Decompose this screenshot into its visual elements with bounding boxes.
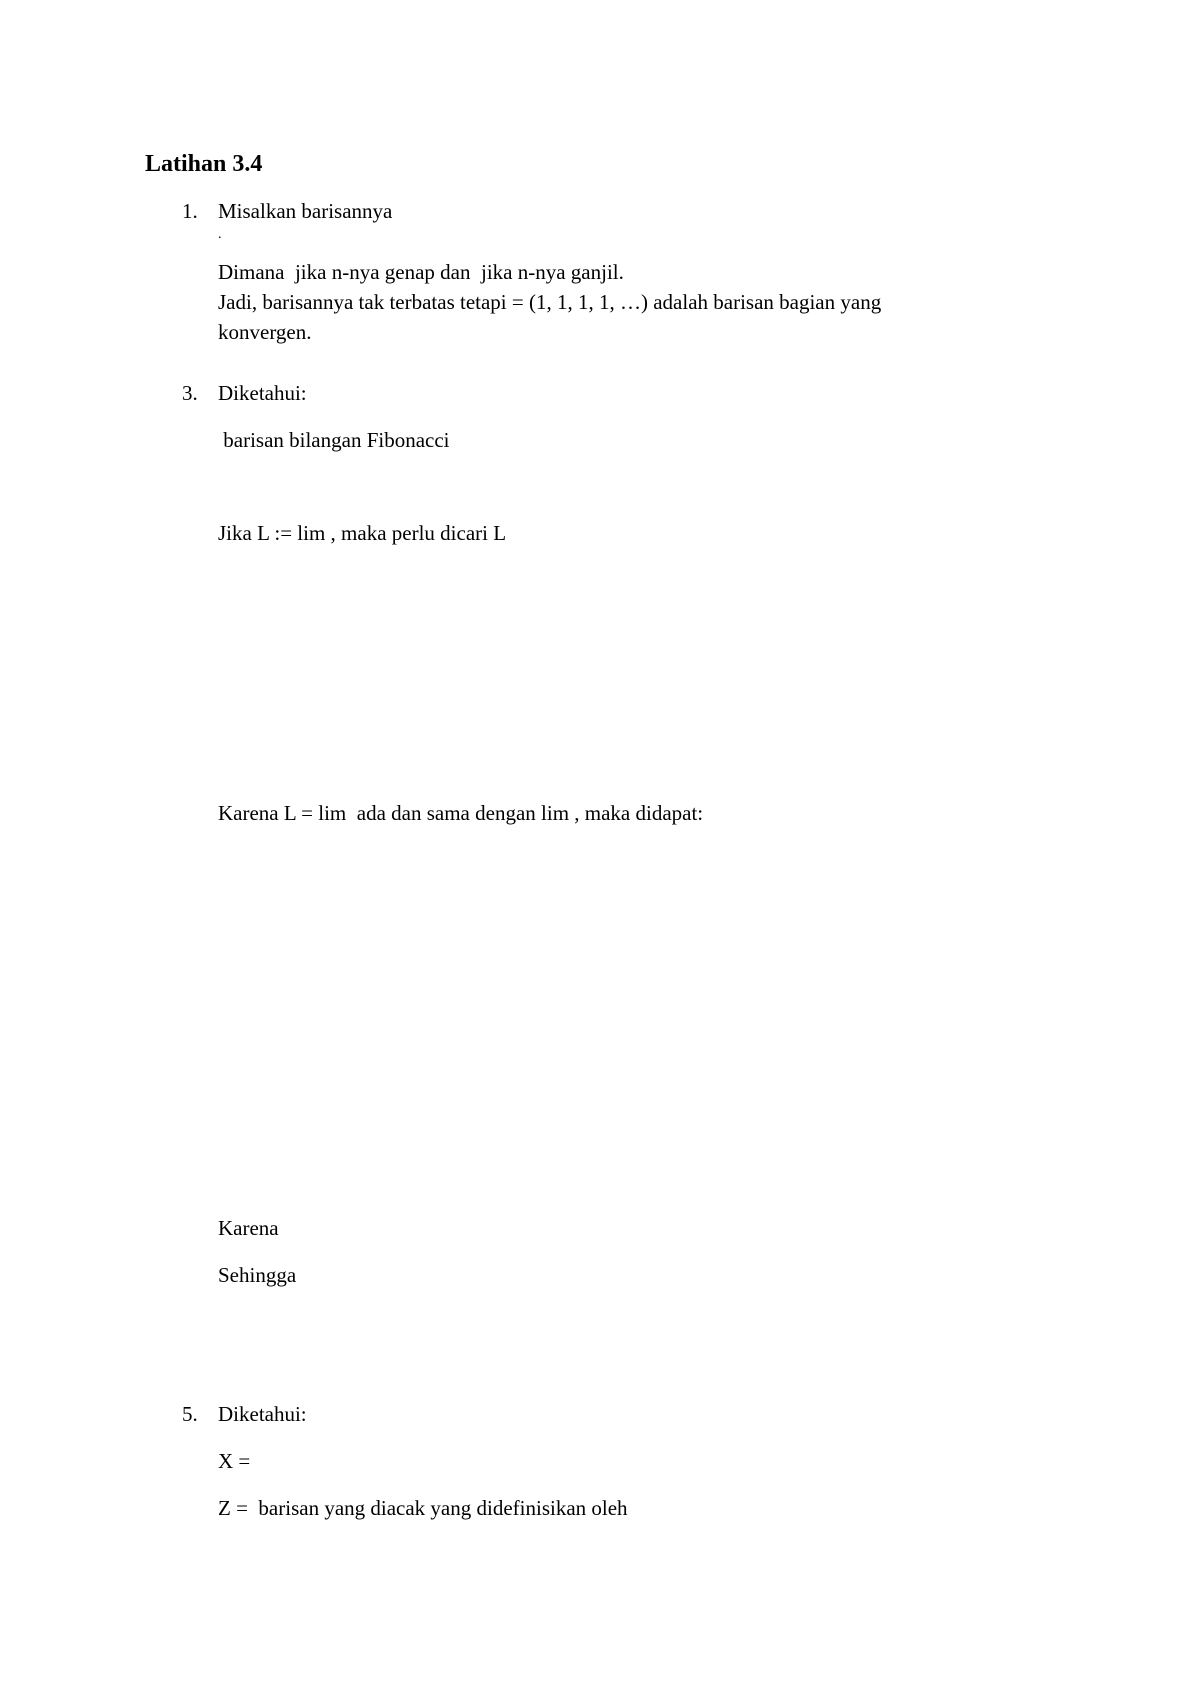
item-5-line-2: X = bbox=[218, 1449, 251, 1473]
item-5-number: 5. bbox=[182, 1402, 198, 1426]
item-5-line-3: Z = barisan yang diacak yang didefinisikan oleh bbox=[218, 1496, 628, 1520]
item-1-line-2: . bbox=[218, 227, 222, 242]
item-1-line-4: Jadi, barisannya tak terbatas tetapi = (1, 1, 1, 1, …) adalah barisan bagian yang bbox=[218, 290, 882, 314]
item-3-line-5: Karena bbox=[218, 1216, 279, 1240]
item-3-line-2: barisan bilangan Fibonacci bbox=[218, 428, 450, 452]
item-3-line-4: Karena L = lim ada dan sama dengan lim , maka didapat: bbox=[218, 801, 704, 825]
item-3-line-1: Diketahui: bbox=[218, 381, 307, 405]
page-title: Latihan 3.4 bbox=[145, 151, 263, 177]
item-3-line-3: Jika L := lim , maka perlu dicari L bbox=[218, 521, 507, 545]
item-1-line-3: Dimana jika n-nya genap dan jika n-nya ganjil. bbox=[218, 260, 624, 284]
item-3-line-6: Sehingga bbox=[218, 1263, 297, 1287]
item-5-line-1: Diketahui: bbox=[218, 1402, 307, 1426]
item-1-line-1: Misalkan barisannya bbox=[218, 199, 393, 223]
item-1-line-5: konvergen. bbox=[218, 320, 312, 344]
item-1-number: 1. bbox=[182, 199, 198, 223]
item-3-number: 3. bbox=[182, 381, 198, 405]
